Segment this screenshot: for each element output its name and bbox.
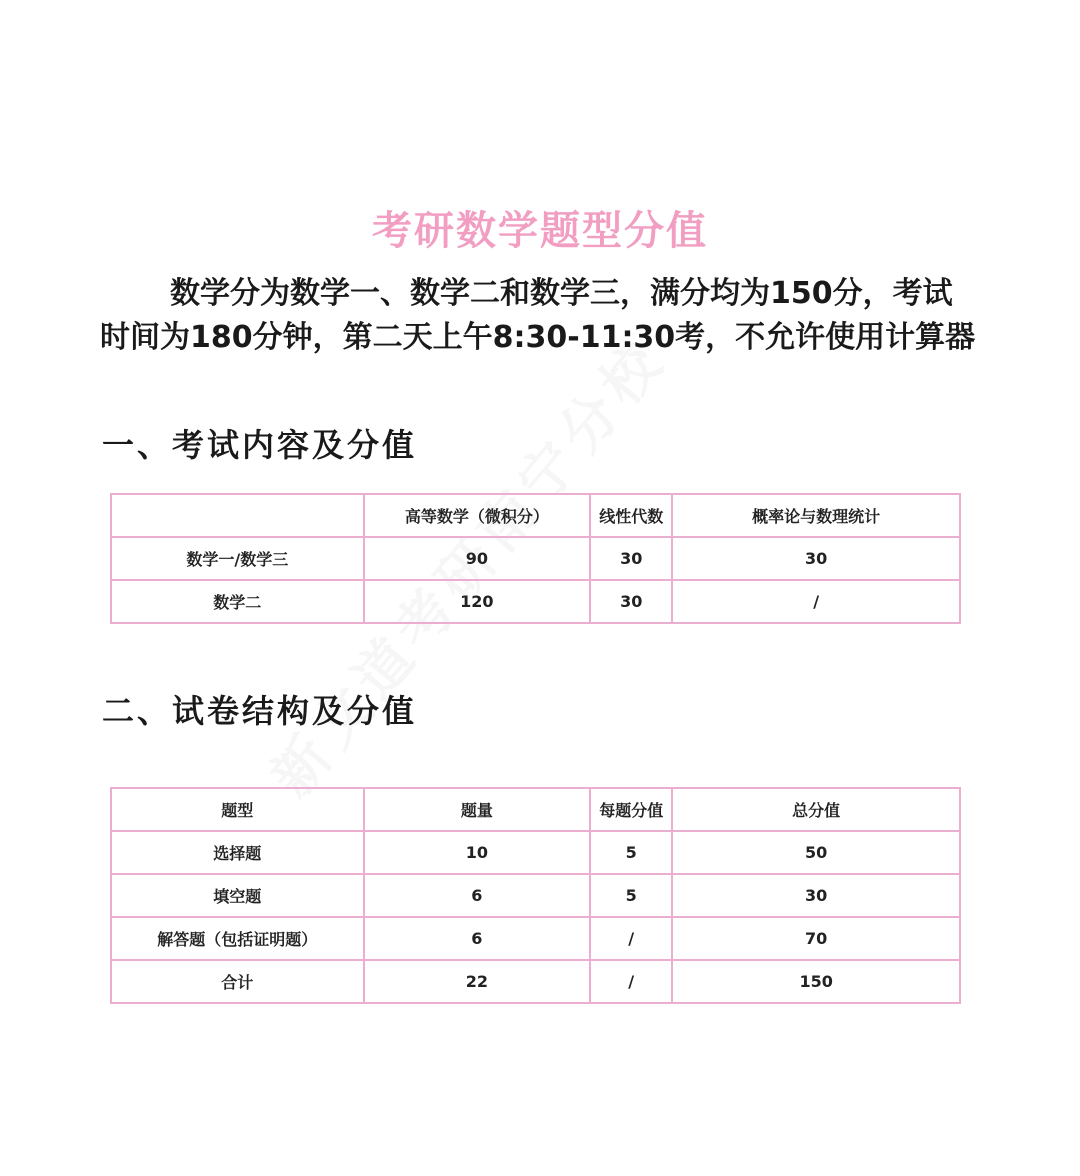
table-cell: 6 bbox=[364, 874, 591, 917]
header-cell: 线性代数 bbox=[590, 494, 672, 537]
header-cell: 概率论与数理统计 bbox=[672, 494, 960, 537]
table-cell: 6 bbox=[364, 917, 591, 960]
intro-paragraph: 数学分为数学一、数学二和数学三，满分均为150分，考试时间为180分钟，第二天上午8:30-11:30考，不允许使用计算器 bbox=[100, 276, 976, 355]
section-heading-content: 一、考试内容及分值 bbox=[102, 426, 418, 464]
table-row bbox=[111, 874, 960, 917]
table-cell: 5 bbox=[590, 874, 672, 917]
table-cell: / bbox=[590, 917, 672, 960]
table-cell: 30 bbox=[672, 874, 960, 917]
table-cell: 120 bbox=[364, 580, 591, 623]
table-cell: 50 bbox=[672, 831, 960, 874]
table-header-row bbox=[111, 788, 960, 831]
table-cell: 70 bbox=[672, 917, 960, 960]
table-cell: 数学二 bbox=[111, 580, 364, 623]
table-cell: 150 bbox=[672, 960, 960, 1003]
table-cell: 解答题（包括证明题） bbox=[111, 917, 364, 960]
table-cell: / bbox=[672, 580, 960, 623]
header-cell: 总分值 bbox=[672, 788, 960, 831]
table-cell: 30 bbox=[590, 537, 672, 580]
table-row bbox=[111, 831, 960, 874]
header-cell: 题量 bbox=[364, 788, 591, 831]
table-cell: 22 bbox=[364, 960, 591, 1003]
section-heading-structure: 二、试卷结构及分值 bbox=[102, 692, 418, 730]
table-cell: 选择题 bbox=[111, 831, 364, 874]
table-cell: 30 bbox=[672, 537, 960, 580]
table-row bbox=[111, 960, 960, 1003]
table-cell: 数学一/数学三 bbox=[111, 537, 364, 580]
table-row bbox=[111, 537, 960, 580]
header-cell: 每题分值 bbox=[590, 788, 672, 831]
paper-structure-table bbox=[110, 787, 961, 1004]
table-cell: / bbox=[590, 960, 672, 1003]
table-cell: 填空题 bbox=[111, 874, 364, 917]
header-cell bbox=[111, 494, 364, 537]
table-row bbox=[111, 580, 960, 623]
header-cell: 题型 bbox=[111, 788, 364, 831]
table-cell: 5 bbox=[590, 831, 672, 874]
table-cell: 合计 bbox=[111, 960, 364, 1003]
table-cell: 30 bbox=[590, 580, 672, 623]
table-row bbox=[111, 917, 960, 960]
page-title: 考研数学题型分值 bbox=[372, 207, 708, 254]
content-score-table bbox=[110, 493, 961, 624]
table-header-row bbox=[111, 494, 960, 537]
table-cell: 90 bbox=[364, 537, 591, 580]
table-cell: 10 bbox=[364, 831, 591, 874]
header-cell: 高等数学（微积分） bbox=[364, 494, 591, 537]
